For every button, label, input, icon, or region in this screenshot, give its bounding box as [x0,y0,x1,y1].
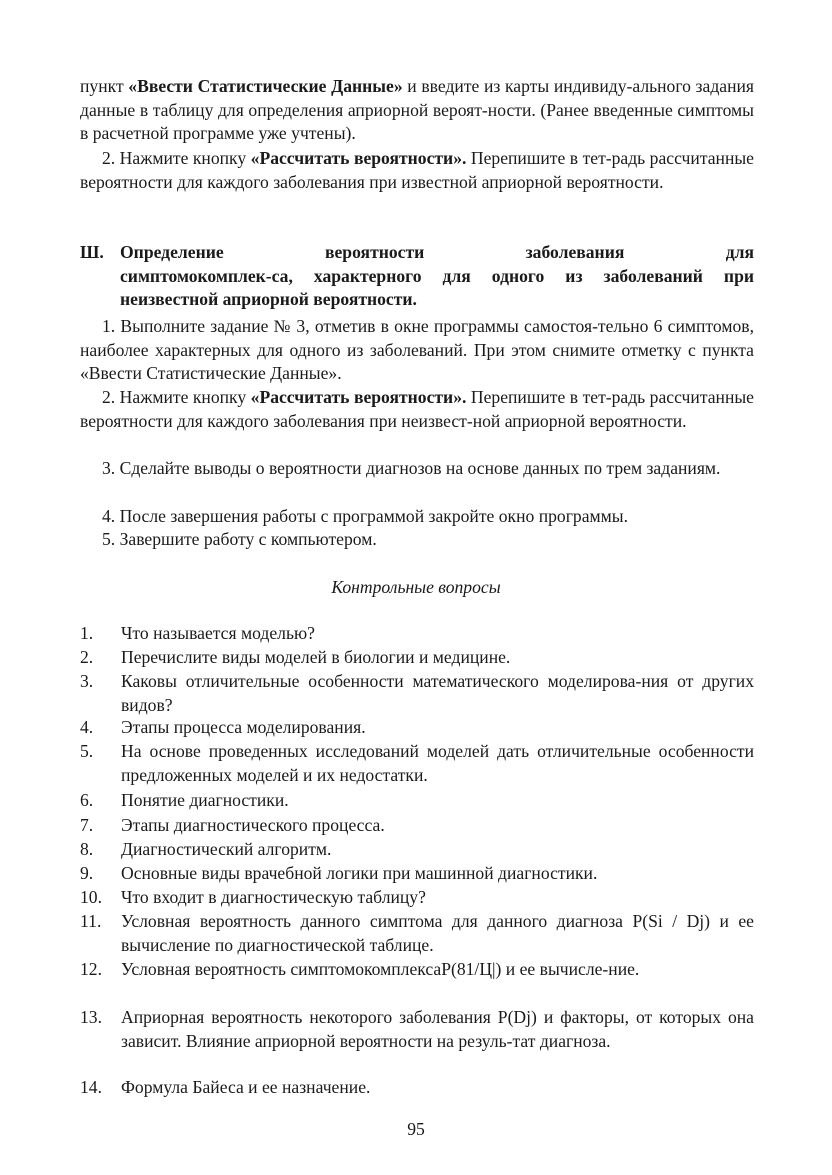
question-text: Априорная вероятность некоторого заболевания P(Dj) и факторы, от которых она зависит. Влияние априорной вероятности на резуль-тат диагноза. [121,1007,754,1051]
section-heading [80,241,754,312]
question-number: 11. [80,911,102,931]
question-number: 1. [80,623,94,643]
question-item [80,716,754,740]
paragraph-intro-bold: «Ввести Статистические Данные» [128,76,403,96]
question-item [80,740,754,787]
section-item-5: 5. Завершите работу с компьютером. [102,529,377,549]
question-item [80,862,754,886]
paragraph-intro-text-a: пункт [80,76,129,96]
question-text: Этапы диагностического процесса. [121,815,385,835]
section-title-line-1: Определение вероятности заболевания для [120,242,754,262]
question-number: 13. [80,1007,102,1027]
section-item-2-text-a: 2. Нажмите кнопку [102,387,251,407]
section-title-rest: симптомокомплек-са, характерного для одного из заболеваний при неизвестной априорной вероятности. [120,265,754,309]
paragraph-intro [80,75,754,146]
question-item [80,1006,754,1053]
question-text: Перечислите виды моделей в биологии и медицине. [121,647,511,667]
question-item [80,1076,754,1100]
question-number: 7. [80,815,94,835]
section-item-2-text-c: Перепишите в тет-радь рассчитанные вероятности для каждого заболевания при неизвест-ной априорной вероятности. [80,387,754,431]
question-number: 9. [80,863,94,883]
section-item-4: 4. После завершения работы с программой закройте окно программы. [102,506,629,526]
question-number: 14. [80,1077,102,1097]
question-number: 3. [80,671,94,691]
question-number: 2. [80,647,94,667]
section-item-2 [80,386,754,433]
question-text: Этапы процесса моделирования. [121,717,366,737]
question-text: Диагностический алгоритм. [121,839,332,859]
question-number: 12. [80,959,102,979]
paragraph-step-2 [80,147,754,194]
page-number: 95 [407,1119,425,1139]
question-text: Что называется моделью? [121,623,315,643]
step-2-text-a: 2. Нажмите кнопку [102,148,251,168]
question-number: 5. [80,741,94,761]
section-number: Ш. [80,242,104,262]
question-text: Каковы отличительные особенности математического моделирова-ния от других видов? [121,671,754,715]
question-item [80,670,754,717]
question-text: Условная вероятность данного симптома для данного диагноза P(Si / Dj) и ее вычисление по диагностической таблице. [121,911,754,955]
question-number: 10. [80,887,102,907]
question-item [80,958,754,982]
question-item [80,814,754,838]
question-text: Понятие диагностики. [121,790,289,810]
question-text: Условная вероятность симптомокомплексаP(81/Ц|) и ее вычисле-ние. [121,959,640,979]
section-item-3: 3. Сделайте выводы о вероятности диагнозов на основе данных по трем заданиям. [102,458,721,478]
question-number: 8. [80,839,94,859]
question-item [80,838,754,862]
control-questions-title: Контрольные вопросы [331,577,501,597]
question-text: Основные виды врачебной логики при машинной диагностики. [121,863,598,883]
question-number: 6. [80,790,94,810]
paragraph-intro-text-c: и введите из карты индивиду-ального задания данные в таблицу для определения априорной вероят-ности. (Ранее введенные симптомы в расчетной программе уже учтены). [80,76,755,143]
question-text: На основе проведенных исследований моделей дать отличительные особенности предложенных моделей и их недостатки. [121,741,754,785]
step-2-text-c: Перепишите в тет-радь рассчитанные вероятности для каждого заболевания при известной априорной вероятности. [80,148,754,192]
step-2-bold: «Рассчитать вероятности». [250,148,467,168]
question-item [80,886,754,910]
question-item [80,646,754,670]
question-text: Формула Байеса и ее назначение. [121,1077,371,1097]
question-number: 4. [80,717,94,737]
question-item [80,910,754,957]
question-item [80,789,754,813]
section-item-1: 1. Выполните задание № 3, отметив в окне программы самостоя-тельно 6 симптомов, наиболее характерных для одного из заболеваний. При этом снимите отметку с пункта «Ввести Статистические Данные». [80,316,754,383]
question-item [80,622,754,646]
question-text: Что входит в диагностическую таблицу? [121,887,426,907]
section-item-2-bold: «Рассчитать вероятности». [250,387,467,407]
